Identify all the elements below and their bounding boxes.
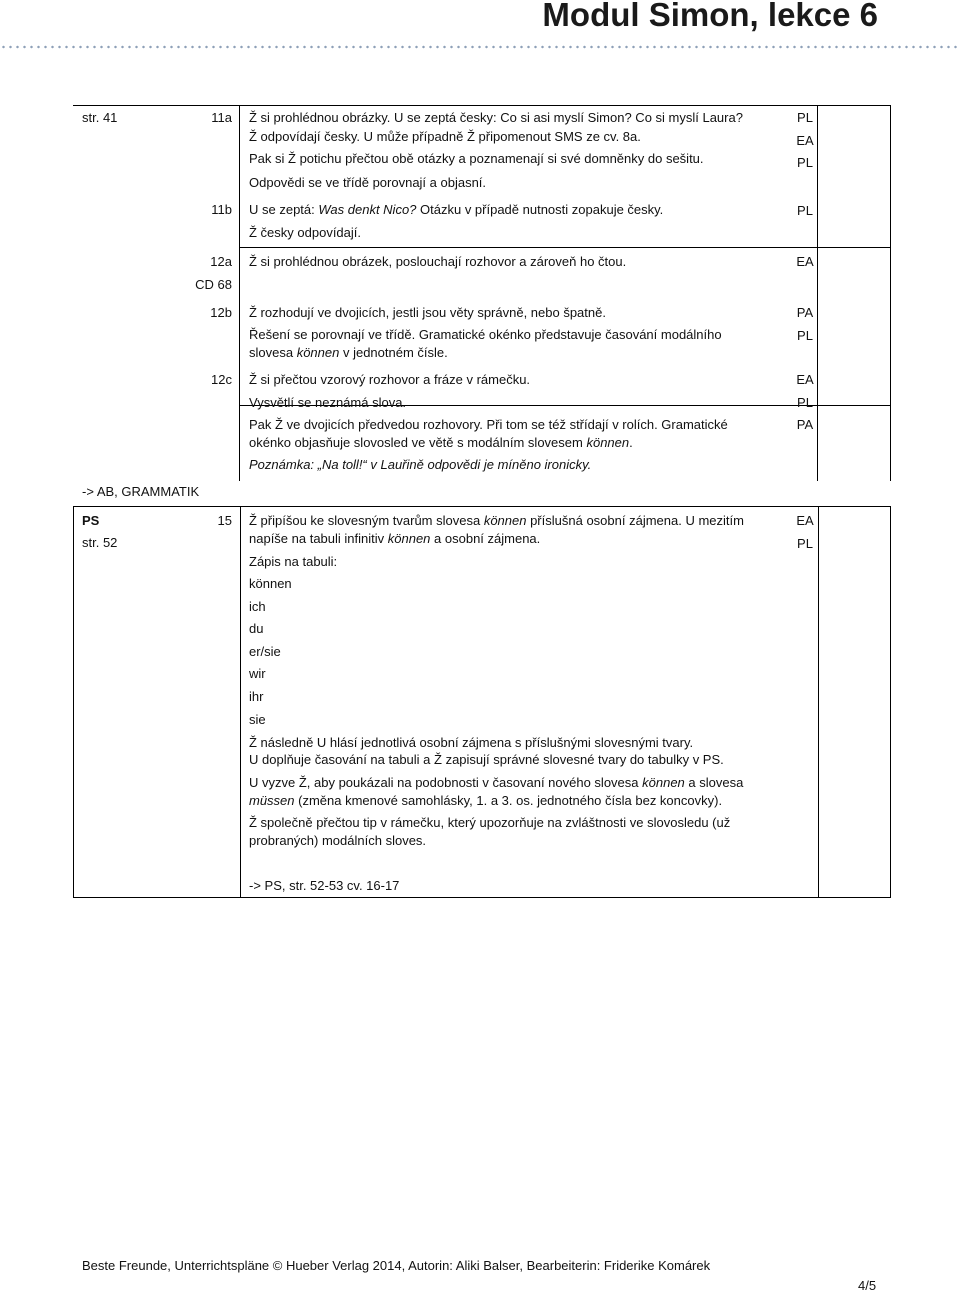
board-item: wir [249,666,266,681]
board-label: Zápis na tabuli: [249,554,338,569]
page-number: 4/5 [858,1278,877,1293]
dotted-divider [0,44,960,50]
row-text: Ž si prohlédnou obrázky. U se zeptá česky: Co si asi myslí Simon? Co si myslí Laura? [249,110,743,125]
exercise-number: 12c [211,372,232,387]
row-text: U se zeptá: Was denkt Nico? Otázku v případě nutnosti zopakuje česky. [249,202,664,217]
row-text: Ž následně U hlásí jednotlivá osobní zájmena s příslušnými slovesnými tvary. [249,735,694,750]
column-divider [890,106,891,481]
row-text: Řešení se porovnají ve třídě. Gramatické okénko představuje časování modálního [249,327,722,342]
row-text: okénko objasňuje slovosled ve větě s modálním slovesem können. [249,435,633,450]
exercise-number: 15 [217,513,232,528]
lesson-table-2 [73,506,891,898]
row-text: U vyzve Ž, aby poukázali na podobnosti v časovaní nového slovesa können a slovesa [249,775,744,790]
exercise-number: 11b [211,202,232,217]
row-text: Odpovědi se ve třídě porovnají a objasní. [249,175,487,190]
method-marks: PL [797,203,813,218]
workbook-reference: -> PS, str. 52-53 cv. 16-17 [249,878,400,893]
column-divider [240,507,241,897]
board-item: ihr [249,689,264,704]
row-text: probraných) modálních sloves. [249,833,427,848]
row-text: Ž odpovídají česky. U může případně Ž připomenout SMS ze cv. 8a. [249,129,641,144]
row-text: Ž společně přečtou tip v rámečku, který upozorňuje na zvláštnosti ve slovosledu (už [249,815,731,830]
board-item: du [249,621,264,636]
cd-track: CD 68 [195,277,232,292]
row-text: Ž si prohlédnou obrázek, poslouchají rozhovor a zároveň ho čtou. [249,254,627,269]
row-text: Ž rozhodují ve dvojicích, jestli jsou věty správně, nebo špatně. [249,305,606,320]
column-divider [239,106,240,481]
method-marks: PL EA PL [796,110,814,170]
column-divider [818,507,819,897]
row-text: Vysvětlí se neznámá slova. [249,395,407,410]
row-text: Ž česky odpovídají. [249,225,361,240]
row-text: napíše na tabuli infinitiv können a osobní zájmena. [249,531,541,546]
board-item: er/sie [249,644,281,659]
board-item: sie [249,712,266,727]
board-item: ich [249,599,266,614]
board-item: können [249,576,292,591]
row-text: Pak Ž ve dvojicích předvedou rozhovory. Při tom se též střídají v rolích. Gramatické [249,417,728,432]
row-text: Pak si Ž potichu přečtou obě otázky a poznamenají si své domněnky do sešitu. [249,151,704,166]
exercise-number: 11a [211,110,232,125]
method-marks: PA PL [796,305,814,343]
footer-credit: Beste Freunde, Unterrichtspläne © Hueber Verlag 2014, Autorin: Aliki Balser, Bearbeiterin: Friderike Komárek [82,1258,711,1273]
row-text: müssen (změna kmenové samohlásky, 1. a 3. os. jednotného čísla bez koncovky). [249,793,723,808]
exercise-number: 12b [210,305,232,320]
row-text: U doplňuje časování na tabuli a Ž zapisují správné slovesné tvary do tabulky v PS. [249,752,724,767]
exercise-number: 12a [210,254,232,269]
method-marks: EA PL PA [796,372,814,432]
row-divider [239,247,891,248]
row-text: slovesa können v jednotném čísle. [249,345,448,360]
ps-ref: PS [82,513,100,528]
method-marks: EA [796,254,814,269]
row-text: Ž připíšou ke slovesným tvarům slovesa können příslušná osobní zájmena. U mezitím [249,513,744,528]
method-marks: EA PL [796,513,814,551]
row-note: Poznámka: „Na toll!“ v Lauřině odpovědi je míněno ironicky. [249,457,592,472]
page-ref: str. 52 [82,535,118,550]
page-ref: str. 41 [82,110,118,125]
page-title: Modul Simon, lekce 6 [542,0,878,33]
row-text: Ž si přečtou vzorový rozhovor a fráze v rámečku. [249,372,531,387]
workbook-reference: -> AB, GRAMMATIK [82,484,200,499]
